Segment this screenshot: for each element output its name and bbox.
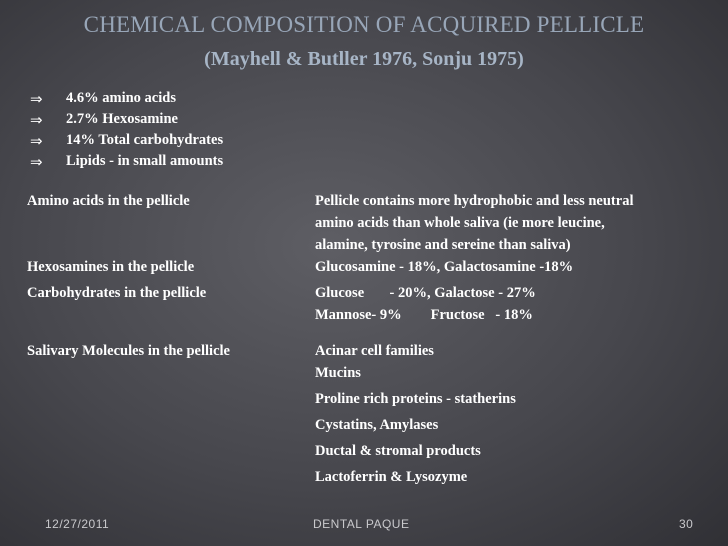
list-item: Mucins <box>315 365 361 381</box>
row-value <box>315 282 717 332</box>
double-arrow-icon: ⇒ <box>30 152 43 171</box>
composition-table <box>27 190 717 488</box>
row-value: Glucosamine - 18%, Galactosamine -18% <box>315 259 574 275</box>
double-arrow-icon: ⇒ <box>30 110 43 129</box>
bullet-list <box>30 88 223 172</box>
row-label: Hexosamines in the pellicle <box>27 259 195 275</box>
row-value <box>315 190 717 258</box>
value-line: amino acids than whole saliva (ie more leucine, <box>315 215 605 231</box>
table-row-carbohydrates <box>27 282 717 332</box>
value-line: alamine, tyrosine and sereine than saliva) <box>315 237 571 253</box>
row-label: Amino acids in the pellicle <box>27 193 190 209</box>
list-item: Proline rich proteins - statherins <box>315 391 516 407</box>
bullet-text: Lipids - in small amounts <box>66 153 224 169</box>
bullet-text: 4.6% amino acids <box>66 90 176 106</box>
bullet-item <box>30 151 223 172</box>
value-line: Mannose- 9% Fructose - 18% <box>315 307 533 323</box>
value-line: Glucose - 20%, Galactose - 27% <box>315 285 536 301</box>
list-item: Cystatins, Amylases <box>315 417 439 433</box>
list-item: Ductal & stromal products <box>315 443 481 459</box>
bullet-text: 14% Total carbohydrates <box>66 132 224 148</box>
slide-title: CHEMICAL COMPOSITION OF ACQUIRED PELLICLE <box>83 12 645 37</box>
slide-subtitle: (Mayhell & Butller 1976, Sonju 1975) <box>204 48 524 70</box>
table-row-salivary-molecules <box>27 340 717 488</box>
table-row-amino-acids <box>27 190 717 258</box>
table-row-hexosamines <box>27 256 717 282</box>
value-line: Pellicle contains more hydrophobic and less neutral <box>315 193 634 209</box>
row-label: Salivary Molecules in the pellicle <box>27 343 230 359</box>
bullet-item <box>30 130 223 151</box>
row-label: Carbohydrates in the pellicle <box>27 285 207 301</box>
list-item: Lactoferrin & Lysozyme <box>315 469 468 485</box>
bullet-item <box>30 88 223 109</box>
footer-title: DENTAL PAQUE <box>313 517 410 531</box>
bullet-text: 2.7% Hexosamine <box>66 111 178 127</box>
list-item: Acinar cell families <box>315 343 434 359</box>
row-value <box>315 340 717 488</box>
double-arrow-icon: ⇒ <box>30 131 43 150</box>
page-number: 30 <box>679 517 694 531</box>
footer-date: 12/27/2011 <box>45 517 110 531</box>
double-arrow-icon: ⇒ <box>30 89 43 108</box>
bullet-item <box>30 109 223 130</box>
